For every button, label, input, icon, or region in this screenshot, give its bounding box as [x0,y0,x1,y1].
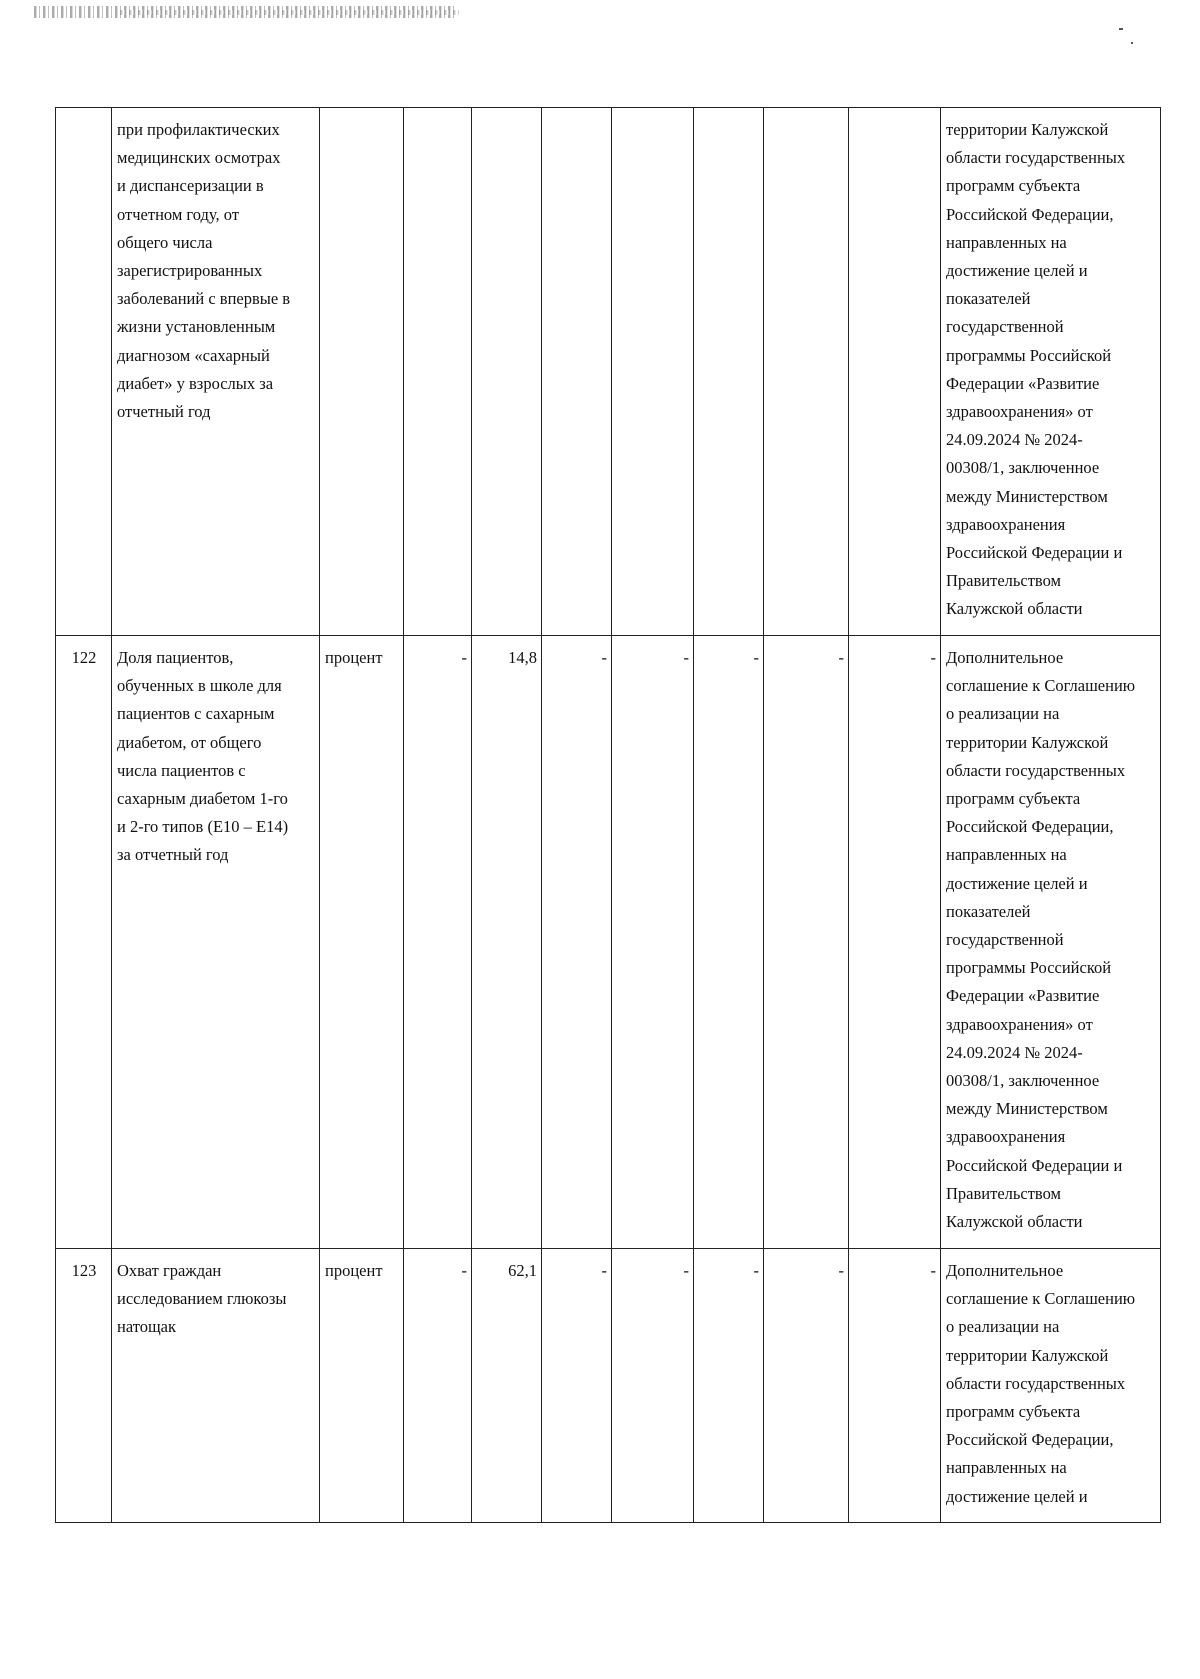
value-cell: - [612,1249,694,1523]
basis-document: Дополнительное соглашение к Соглашению о реализации на территории Калужской области государственных программ субъекта Российской Федерации, направленных на достижение целей и показателей государственной программы Российской Федерации «Развитие здравоохранения» от 24.09.2024 № 2024- 00308/1, заключенное между Министерством здравоохранения Российской Федерации и Правительством Калужской области [941,636,1161,1249]
value-cell [542,108,612,636]
value-cell: - [764,1249,849,1523]
value-cell: - [764,636,849,1249]
value-cell [612,108,694,636]
value-cell: - [542,636,612,1249]
scan-speck [1131,42,1133,44]
value-cell: - [612,636,694,1249]
value-cell: - [849,636,941,1249]
value-cell [849,108,941,636]
scan-speck [1119,28,1123,30]
row-number: 123 [56,1249,112,1523]
value-cell: - [849,1249,941,1523]
value-cell [404,108,472,636]
value-cell: - [694,636,764,1249]
value-cell: 62,1 [472,1249,542,1523]
value-cell: 14,8 [472,636,542,1249]
unit-cell: процент [320,1249,404,1523]
unit-cell [320,108,404,636]
value-cell: - [404,1249,472,1523]
value-cell [694,108,764,636]
indicator-name: Охват граждан исследованием глюкозы натощак [112,1249,320,1523]
table-row [56,1249,1161,1523]
row-number [56,108,112,636]
value-cell: - [542,1249,612,1523]
table-row [56,636,1161,1249]
indicators-table [55,107,1161,1523]
scan-artifact [120,10,460,15]
value-cell [764,108,849,636]
indicator-name: Доля пациентов, обученных в школе для пациентов с сахарным диабетом, от общего числа пациентов с сахарным диабетом 1-го и 2-го типов (Е10 – Е14) за отчетный год [112,636,320,1249]
value-cell: - [404,636,472,1249]
value-cell: - [694,1249,764,1523]
value-cell [472,108,542,636]
table-row [56,108,1161,636]
indicator-name: при профилактических медицинских осмотрах и диспансеризации в отчетном году, от общего числа зарегистрированных заболеваний с впервые в жизни установленным диагнозом «сахарный диабет» у взрослых за отчетный год [112,108,320,636]
unit-cell: процент [320,636,404,1249]
basis-document: территории Калужской области государственных программ субъекта Российской Федерации, направленных на достижение целей и показателей государственной программы Российской Федерации «Развитие здравоохранения» от 24.09.2024 № 2024- 00308/1, заключенное между Министерством здравоохранения Российской Федерации и Правительством Калужской области [941,108,1161,636]
row-number: 122 [56,636,112,1249]
basis-document: Дополнительное соглашение к Соглашению о реализации на территории Калужской области государственных программ субъекта Российской Федерации, направленных на достижение целей и [941,1249,1161,1523]
